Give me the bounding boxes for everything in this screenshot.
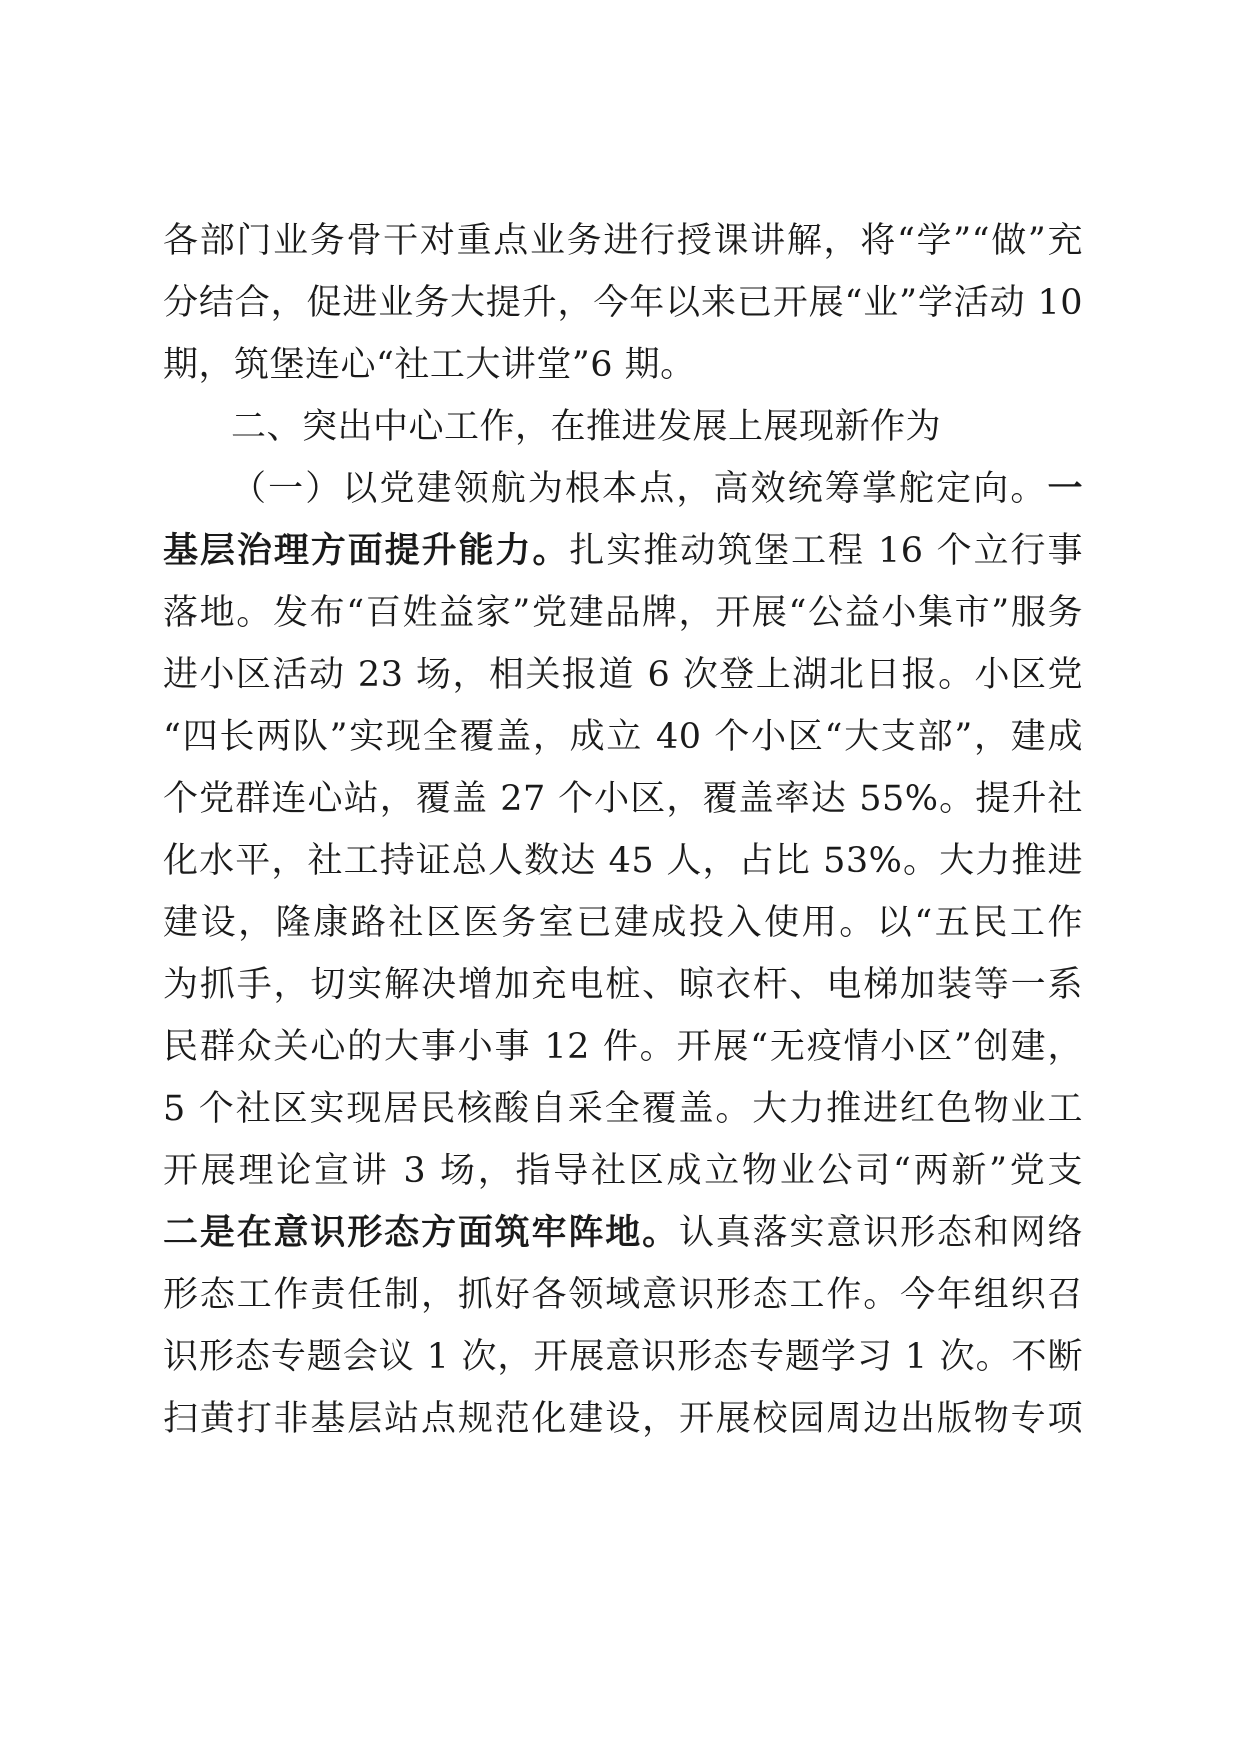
paragraph-line: [163, 519, 1083, 583]
paragraph-line: [163, 1015, 1083, 1079]
paragraph-line: [163, 643, 1083, 707]
line-text: 5 个社区实现居民核酸自采全覆盖。大力推进红色物业工: [163, 1089, 1083, 1129]
line-text: 进小区活动 23 场，相关报道 6 次登上湖北日报。小区党: [163, 655, 1083, 695]
section-heading: [231, 395, 1083, 459]
line-text: 各部门业务骨干对重点业务进行授课讲解，将“学”“做”充: [163, 221, 1083, 261]
line-text: 分结合，促进业务大提升，今年以来已开展“业”学活动 10: [163, 283, 1083, 323]
line-text: 个党群连心站，覆盖 27 个小区，覆盖率达 55%。提升社: [163, 779, 1083, 819]
paragraph-line: [163, 1201, 1083, 1265]
line-text: 扫黄打非基层站点规范化建设，开展校园周边出版物专项: [163, 1399, 1083, 1439]
line-text: 扎实推动筑堡工程 16 个立行事: [569, 531, 1083, 571]
subsection-heading-text: （一）以党建领航为根本点，高效统筹掌舵定向。: [231, 469, 1048, 509]
line-text: 化水平，社工持证总人数达 45 人，占比 53%。大力推进: [163, 841, 1083, 881]
section-heading-text: 二、突出中心工作，在推进发展上展现新作为: [231, 407, 942, 447]
paragraph-line: [163, 1139, 1083, 1203]
paragraph-line: [163, 891, 1083, 955]
paragraph-line: [163, 271, 1083, 335]
line-text: 落地。发布“百姓益家”党建品牌，开展“公益小集市”服务: [163, 593, 1083, 633]
line-text: 建设，隆康路社区医务室已建成投入使用。以“五民工作: [163, 903, 1083, 943]
bold-lead-text: 二是在意识形态方面筑牢阵地。: [163, 1212, 679, 1253]
line-text: 形态工作责任制，抓好各领域意识形态工作。今年组织召: [163, 1275, 1083, 1315]
paragraph-line: [163, 1263, 1083, 1327]
paragraph-line: [163, 209, 1083, 273]
line-text: 认真落实意识形态和网络: [678, 1213, 1083, 1253]
paragraph-line: [163, 1077, 1083, 1141]
line-text: 开展理论宣讲 3 场，指导社区成立物业公司“两新”党支: [163, 1151, 1083, 1191]
line-text: 期，筑堡连心“社工大讲堂”6 期。: [163, 345, 696, 385]
line-text: 民群众关心的大事小事 12 件。开展“无疫情小区”创建，: [163, 1027, 1083, 1067]
line-text: 为抓手，切实解决增加充电桩、晾衣杆、电梯加装等一系: [163, 965, 1083, 1005]
paragraph-line: [163, 705, 1083, 769]
paragraph-line: [163, 1387, 1083, 1451]
paragraph-line: [163, 333, 1083, 397]
bold-lead-text: 一: [1047, 468, 1083, 509]
line-text: “四长两队”实现全覆盖，成立 40 个小区“大支部”，建成: [163, 717, 1083, 757]
line-text: 识形态专题会议 1 次，开展意识形态专题学习 1 次。不断: [163, 1337, 1083, 1377]
paragraph-line: [163, 953, 1083, 1017]
subsection-heading-line: [231, 457, 1083, 521]
paragraph-line: [163, 829, 1083, 893]
paragraph-line: [163, 581, 1083, 645]
bold-lead-text: 基层治理方面提升能力。: [163, 530, 570, 571]
paragraph-line: [163, 767, 1083, 831]
paragraph-line: [163, 1325, 1083, 1389]
